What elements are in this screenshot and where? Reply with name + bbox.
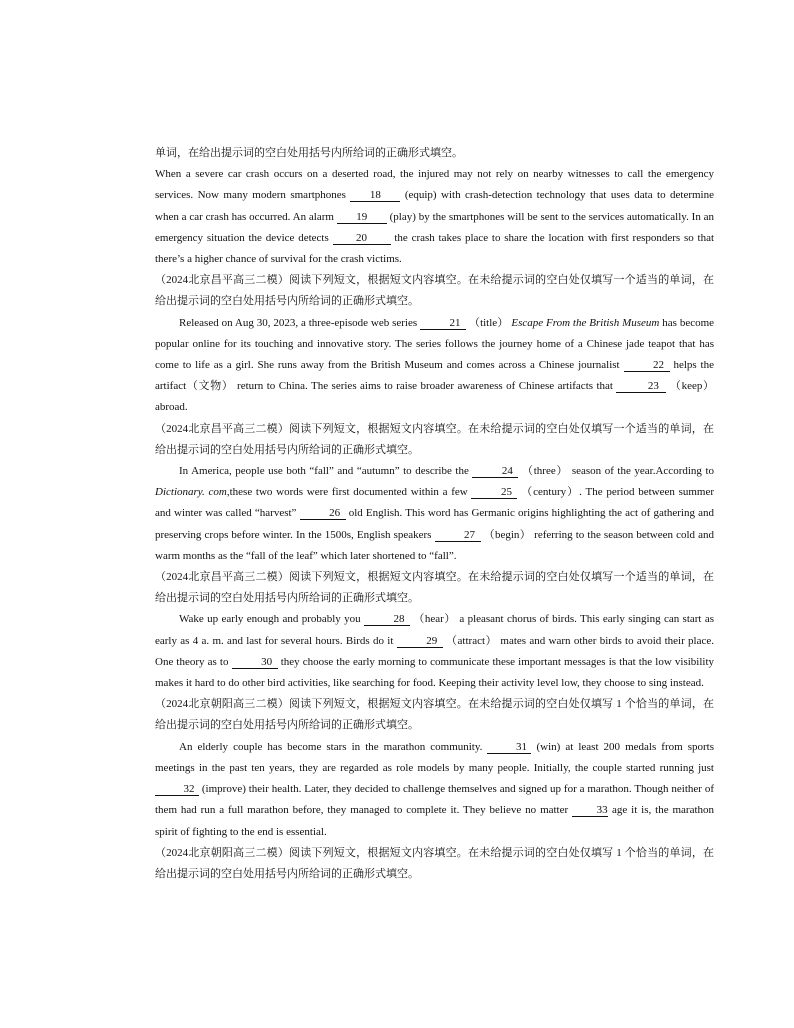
instruction-2: （2024北京昌平高三二模）阅读下列短文，根据短文内容填空。在未给提示词的空白处仅填写一个适当的单词，在给出提示词的空白处用括号内所给词的正确形式填空。	[155, 422, 714, 456]
blank-31[interactable]: 31	[487, 741, 531, 754]
passage-crash-detection: When a severe car crash occurs on a deserted road, the injured may not rely on nearby witnesses to call the emergency services. Now many modern smartphones 18 (equip) with crash-detection technology that uses data to determine when a car crash has occurred. An alarm 19 (play) by the smartphones will be sent to the services automatically. In an emergency situation the device detects 20 the crash takes place to share the location with first responders so that there’s a higher chance of survival for the crash victims.	[155, 168, 715, 266]
instruction-4: （2024北京朝阳高三二模）阅读下列短文，根据短文内容填空。在未给提示词的空白处仅填写 1 个恰当的单词，在给出提示词的空白处用括号内所给词的正确形式填空。	[155, 698, 714, 732]
instruction-5: （2024北京朝阳高三二模）阅读下列短文，根据短文内容填空。在未给提示词的空白处仅填写 1 个恰当的单词，在给出提示词的空白处用括号内所给词的正确形式填空。	[155, 846, 714, 880]
blank-33[interactable]: 33	[572, 804, 608, 817]
dictionary-name: Dictionary. com	[155, 486, 227, 499]
blank-19[interactable]: 19	[337, 211, 387, 224]
passage-fall-autumn: In America, people use both “fall” and “autumn” to describe the 24 （three） season of the year.According to Dictionary. com,these two words were first documented within a few 25 （century）. The period between summer and winter was called “harvest” 26 old English. This word has Germanic origins highlighting the act of gathering and preserving crops before winter. In the 1500s, English speakers 27 （begin） referring to the season between cold and warm months as the “fall of the leaf” which later shortened to “fall”.	[155, 465, 715, 562]
blank-24[interactable]: 24	[472, 465, 518, 478]
blank-32[interactable]: 32	[155, 783, 199, 796]
blank-22[interactable]: 22	[624, 359, 670, 372]
blank-27[interactable]: 27	[435, 529, 481, 542]
blank-18[interactable]: 18	[350, 189, 400, 202]
blank-26[interactable]: 26	[300, 507, 346, 520]
passage-bird-singing: Wake up early enough and probably you 28 （hear） a pleasant chorus of birds. This early singing can start as early as 4 a. m. and last for several hours. Birds do it 29 （attract） mates and warn other birds to avoid their place. One theory as to 30 they choose the early morning to communicate these important messages is that the low visibility makes it hard to do other bird activities, like searching for food. Keeping their activity level low, they choose to sing instead.	[155, 613, 715, 690]
blank-25[interactable]: 25	[471, 486, 517, 499]
blank-21[interactable]: 21	[420, 317, 466, 330]
instruction-1: （2024北京昌平高三二模）阅读下列短文，根据短文内容填空。在未给提示词的空白处仅填写一个适当的单词，在给出提示词的空白处用括号内所给词的正确形式填空。	[155, 274, 714, 308]
instruction-3: （2024北京昌平高三二模）阅读下列短文，根据短文内容填空。在未给提示词的空白处仅填写一个适当的单词，在给出提示词的空白处用括号内所给词的正确形式填空。	[155, 571, 714, 605]
blank-28[interactable]: 28	[364, 613, 410, 626]
blank-20[interactable]: 20	[333, 232, 391, 245]
blank-23[interactable]: 23	[616, 380, 666, 393]
instruction-tail: 单词，在给出提示词的空白处用括号内所给词的正确形式填空。	[155, 147, 463, 159]
blank-30[interactable]: 30	[232, 656, 278, 669]
passage-elderly-couple: An elderly couple has become stars in the marathon community. 31 (win) at least 200 medals from sports meetings in the past ten years, they are regarded as role models by many people. Initially, the couple started running just 32 (improve) their health. Later, they decided to challenge themselves and signed up for a marathon. Though neither of them had run a full marathon before, they managed to complete it. They believe no matter 33 age it is, the marathon spirit of fighting to the end is essential.	[155, 740, 715, 838]
series-title: Escape From the British Museum	[511, 316, 660, 329]
passage-british-museum: Released on Aug 30, 2023, a three-episode web series 21 （title） Escape From the British Museum has become popular online for its touching and innovative story. The series follows the journey home of a Chinese jade teapot that has come to life as a girl. She runs away from the British Museum and comes across a Chinese journalist 22 helps the artifact（文物） return to China. The series aims to raise broader awareness of Chinese artifacts that 23 （keep） abroad.	[155, 316, 715, 414]
blank-29[interactable]: 29	[397, 635, 443, 648]
